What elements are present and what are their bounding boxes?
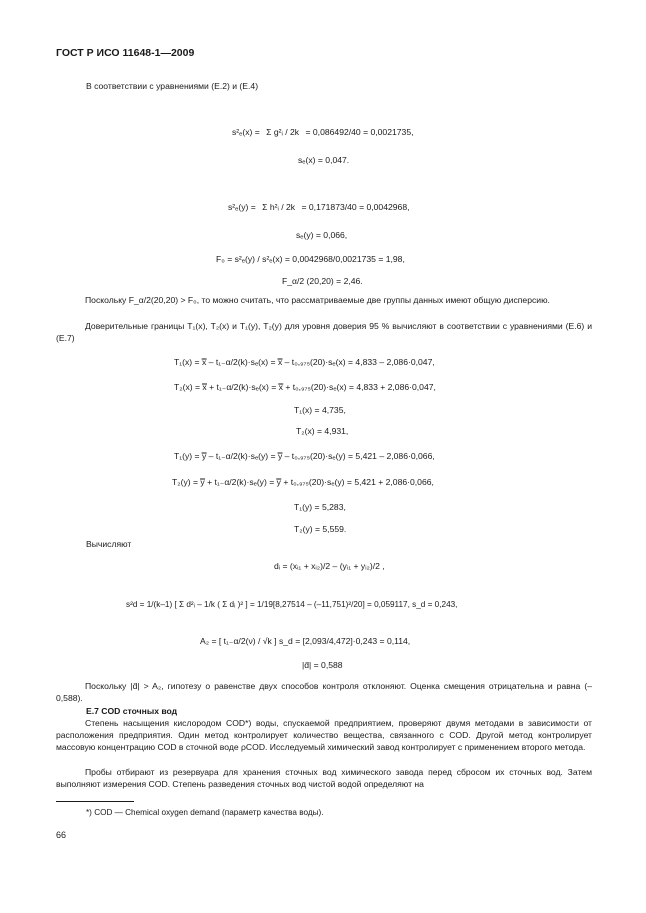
paragraph-dispersion: Поскольку F_α/2(20,20) > F₀, то можно считать, что рассматриваемые две группы данных имеют общую дисперсию. <box>85 295 550 305</box>
equation-t2y: T₂(y) = y̿ + t₁₋α/2(k)·sₑ(y) = y̿ + t₀,₉₇₅(20)·sₑ(y) = 5,421 + 2,086·0,066, <box>172 477 434 487</box>
document-header: ГОСТ Р ИСО 11648-1—2009 <box>56 47 195 59</box>
page-number: 66 <box>56 830 67 840</box>
eq1-lhs: s²ₑ(x) = <box>232 127 260 137</box>
paragraph-hypothesis: Поскольку |d̄| > A₂, гипотезу о равенстве двух способов контроля отклоняют. Оценка смещения отрицательна и равна (–0,588). <box>56 681 592 703</box>
paragraph-cod: Степень насыщения кислородом COD*) воды, спускаемой предприятием, проверяют двумя методами в зависимости от расположения предприятия. Один метод контролирует количество вещества, связанного с COD. Другой метод контролирует массовую концентрацию COD в сточной воде ρCOD. Исследуемый химический завод контролирует с применением второго метода. <box>56 718 592 752</box>
paragraph-confidence-limits: Доверительные границы T₁(x), T₂(x) и T₁(y), T₂(y) для уровня доверия 95 % вычисляют в соответствии с уравнениями (Е.6) и (Е.7) <box>56 321 592 343</box>
footnote: *) COD — Chemical oxygen demand (параметр качества воды). <box>86 808 324 817</box>
equation-t2x: T₂(x) = x̿ + t₁₋α/2(k)·sₑ(x) = x̿ + t₀,₉₇₅(20)·sₑ(x) = 4,833 + 2,086·0,047, <box>174 382 436 392</box>
equation-t1x-value: T₁(x) = 4,735, <box>294 405 346 415</box>
eq2-fraction: Σ h²ᵢ / 2k <box>262 202 296 212</box>
equation-d-abs: |d̄| = 0,588 <box>302 660 343 670</box>
equation-t1x: T₁(x) = x̿ – t₁₋α/2(k)·sₑ(x) = x̿ – t₀,₉₇₅(20)·sₑ(x) = 4,833 – 2,086·0,047, <box>174 357 435 367</box>
equation-se-y-squared <box>228 202 410 212</box>
equation-t1y-value: T₁(y) = 5,283, <box>294 502 346 512</box>
equation-t1y: T₁(y) = y̿ – t₁₋α/2(k)·sₑ(y) = y̿ – t₀,₉₇₅(20)·sₑ(y) = 5,421 – 2,086·0,066, <box>174 451 435 461</box>
paragraph-samples: Пробы отбирают из резервуара для хранения сточных вод химического завода перед сбросом их сточных вод. Затем выполняют измерения COD. Степень разведения сточных вод чистой водой определяют на <box>56 767 592 789</box>
section-heading: Е.7 COD сточных вод <box>86 706 178 716</box>
eq1-fraction: Σ g²ᵢ / 2k <box>266 127 300 137</box>
footnote-divider <box>56 801 134 802</box>
equation-t2y-value: T₂(y) = 5,559. <box>294 524 347 534</box>
eq2-lhs: s²ₑ(y) = <box>228 202 256 212</box>
equation-se-x-squared <box>232 127 414 137</box>
eq2-result: = 0,171873/40 = 0,0042968, <box>301 202 410 212</box>
equation-sd: s²d = 1/(k–1) [ Σ d²ᵢ – 1/k ( Σ dᵢ )² ] = 1/19[8,27514 – (–11,751)²/20] = 0,059117, s_d = 0,243, <box>126 600 458 609</box>
equation-di: dᵢ = (xᵢ₁ + xᵢ₂)/2 – (yᵢ₁ + yᵢ₂)/2 , <box>274 561 385 571</box>
compute-label: Вычисляют <box>86 539 132 549</box>
equation-se-x: sₑ(x) = 0,047. <box>298 155 350 165</box>
eq1-result: = 0,086492/40 = 0,0021735, <box>305 127 414 137</box>
intro-text: В соответствии с уравнениями (Е.2) и (Е.4) <box>86 81 259 91</box>
equation-f-alpha: F_α/2 (20,20) = 2,46. <box>282 276 363 286</box>
equation-se-y: sₑ(y) = 0,066, <box>296 230 348 240</box>
equation-f0: F₀ = s²ₑ(y) / s²ₑ(x) = 0,0042968/0,0021735 = 1,98, <box>216 254 405 264</box>
equation-a2: A₂ = [ t₁₋α/2(ν) / √k ] s_d = [2,093/4,472]·0,243 = 0,114, <box>200 636 411 646</box>
equation-t2x-value: T₂(x) = 4,931, <box>296 426 349 436</box>
